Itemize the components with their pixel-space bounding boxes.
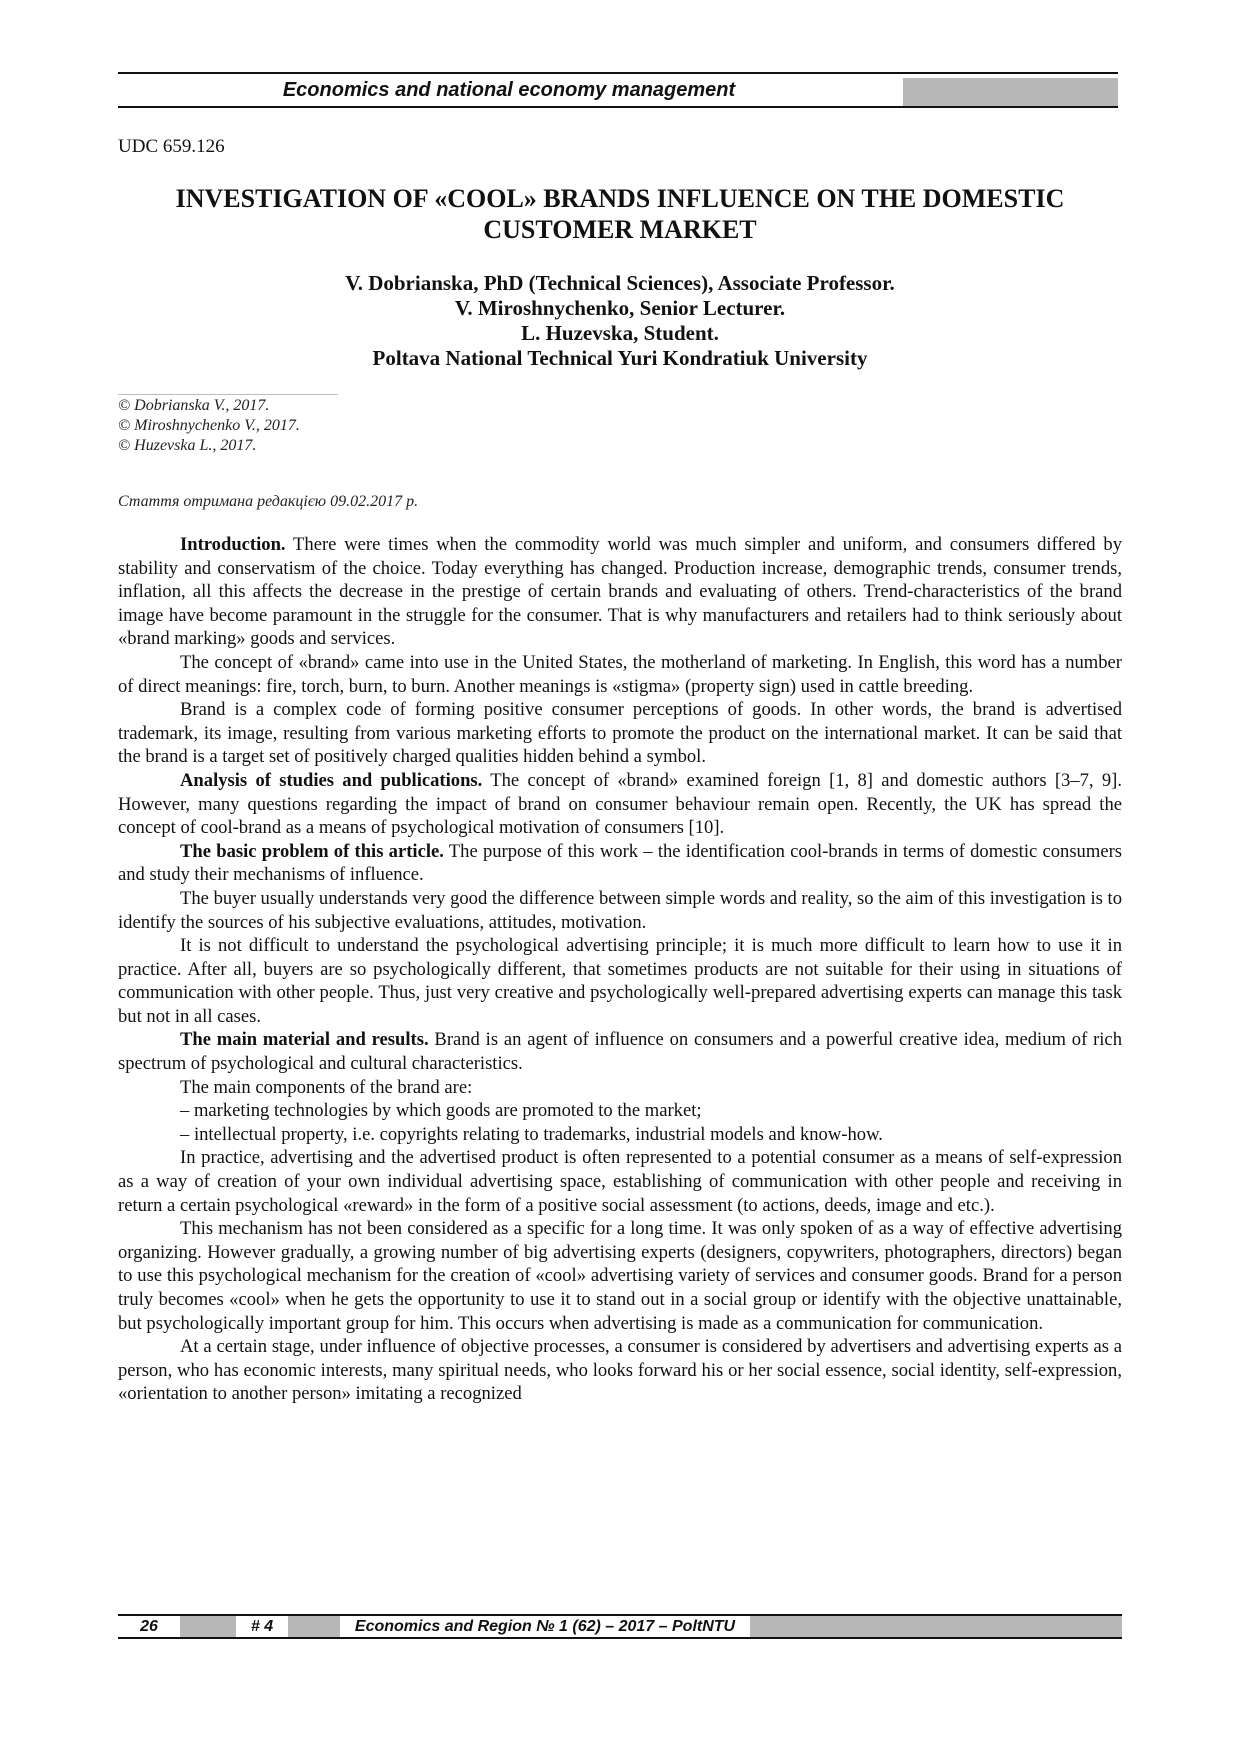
- paragraph-lead: Introduction.: [180, 534, 286, 555]
- paragraph: [118, 769, 1122, 840]
- journal-citation: Economics and Region № 1 (62) – 2017 – PoltNTU: [354, 1618, 736, 1635]
- paragraph-text: The purpose of this work – the identification cool-brands in terms of domestic consumers and study their mechanisms of influence.: [118, 840, 1123, 886]
- list-item-text: – intellectual property, i.e. copyrights relating to trademarks, industrial models and know-how.: [180, 1123, 883, 1145]
- copyright-line: © Miroshnychenko V., 2017.: [118, 417, 300, 434]
- running-header: [118, 72, 1118, 110]
- article-title: [118, 183, 1122, 245]
- paragraph: [118, 1217, 1122, 1335]
- page-number: 26: [140, 1618, 158, 1635]
- paragraph: [118, 1076, 1122, 1100]
- running-footer: [118, 1614, 1122, 1640]
- header-grey-bar: [903, 78, 1118, 106]
- footer-grey-block: [750, 1616, 1122, 1637]
- paragraph-text: The concept of «brand» came into use in the United States, the motherland of marketing. In English, this word has a number of direct meanings: fire, torch, burn, to burn. Another meanings is «stigma» (property sign) used in cattle breeding.: [118, 651, 1122, 697]
- copyright-line: © Huzevska L., 2017.: [118, 437, 257, 454]
- paragraph-text: Brand is an agent of influence on consumers and a powerful creative idea, medium of rich spectrum of psychological and cultural characteristics.: [118, 1029, 1122, 1075]
- copyright-block: [118, 396, 300, 456]
- article-title-line1: INVESTIGATION OF «COOL» BRANDS INFLUENCE ON THE DOMESTIC: [175, 184, 1065, 213]
- author-line: V. Dobrianska, PhD (Technical Sciences), Associate Professor.: [345, 271, 895, 295]
- paragraph-text: The main components of the brand are:: [180, 1076, 473, 1098]
- author-line: V. Miroshnychenko, Senior Lecturer.: [454, 296, 786, 320]
- paragraph-text: The buyer usually understands very good the difference between simple words and reality, so the aim of this investigation is to identify the sources of his subjective evaluations, attitudes, motivation.: [118, 887, 1122, 933]
- list-item: [118, 1123, 1122, 1147]
- article-title-line2: CUSTOMER MARKET: [483, 215, 757, 244]
- footer-grey-block: [180, 1616, 236, 1637]
- paragraph: [118, 533, 1122, 651]
- paragraph: [118, 1335, 1122, 1406]
- paragraph: [118, 934, 1122, 1028]
- header-rule-top: [118, 72, 1118, 74]
- author-line: L. Huzevska, Student.: [521, 321, 719, 345]
- paragraph-text: At a certain stage, under influence of objective processes, a consumer is considered by advertisers and advertising experts as a person, who has economic interests, many spiritual needs, who looks forward his or her social essence, social identity, self-expression, «orientation to another person» imitating a recognized: [118, 1336, 1122, 1405]
- paragraph-text: There were times when the commodity world was much simpler and uniform, and consumers differed by stability and conservatism of the choice. Today everything has changed. Production increase, demographic trends, consumer trends, inflation, all this affects the decrease in the prestige of certain brands and evaluating of others. Trend-characteristics of the brand image have become paramount in the struggle for the consumer. That is why manufacturers and retailers had to think seriously about «brand marking» goods and services.: [118, 534, 1122, 650]
- header-rule-bottom: [118, 106, 1118, 108]
- paragraph: [118, 698, 1122, 769]
- copyright-divider: [118, 394, 338, 395]
- paragraph-lead: The main material and results.: [180, 1029, 429, 1051]
- paragraph-text: This mechanism has not been considered as a specific for a long time. It was only spoken of as a way of effective advertising organizing. However gradually, a growing number of big advertising experts (designers, copywriters, photographers, directors) began to use this psychological mechanism for the creation of «cool» advertising variety of services and consumer goods. Brand for a person truly becomes «cool» when he gets the opportunity to use it to stand out in a social group or identify with the objective unattainable, but psychologically important group for him. This occurs when advertising is made as a communication for communication.: [118, 1218, 1122, 1334]
- article-body: [118, 533, 1122, 1406]
- paragraph-text: In practice, advertising and the advertised product is often represented to a potential consumer as a means of self-expression as a way of creation of your own individual advertising space, establishing of communication with other people and receiving in return a certain psychological «reward» in the form of a positive social assessment (to actions, deeds, image and etc.).: [118, 1147, 1122, 1216]
- paragraph: [118, 887, 1122, 934]
- paragraph-text: Brand is a complex code of forming positive consumer perceptions of goods. In other words, the brand is advertised trademark, its image, resulting from various marketing efforts to promote the product on the international market. It can be said that the brand is a target set of positively charged qualities hidden behind a symbol.: [118, 699, 1122, 768]
- list-item: [118, 1099, 1122, 1123]
- list-item-text: – marketing technologies by which goods are promoted to the market;: [180, 1100, 702, 1122]
- issue-number: # 4: [250, 1618, 274, 1635]
- paragraph-lead: The basic problem of this article.: [180, 840, 444, 862]
- udc-code: UDC 659.126: [118, 136, 225, 157]
- paragraph-lead: Analysis of studies and publications.: [180, 769, 483, 791]
- paragraph: [118, 651, 1122, 698]
- footer-rule-bottom: [118, 1637, 1122, 1639]
- paragraph-text: It is not difficult to understand the psychological advertising principle; it is much more difficult to learn how to use it in practice. After all, buyers are so psychologically different, that sometimes products are not suitable for their using in situations of communication with other people. Thus, just very creative and psychologically well-prepared advertising experts can manage this task but not in all cases.: [118, 935, 1122, 1027]
- paragraph: [118, 1146, 1122, 1217]
- header-section-title: Economics and national economy management: [282, 79, 736, 101]
- received-date-note: Стаття отримана редакцією 09.02.2017 р.: [118, 493, 419, 510]
- paragraph: [118, 840, 1122, 887]
- copyright-line: © Dobrianska V., 2017.: [118, 397, 270, 414]
- footer-grey-block: [288, 1616, 340, 1637]
- author-block: [118, 271, 1122, 371]
- affiliation: Poltava National Technical Yuri Kondratiuk University: [372, 346, 868, 370]
- paragraph: [118, 1028, 1122, 1075]
- paragraph-text: The concept of «brand» examined foreign [1, 8] and domestic authors [3–7, 9]. However, many questions regarding the impact of brand on consumer behaviour remain open. Recently, the UK has spread the concept of cool-brand as a means of psychological motivation of consumers [10].: [118, 769, 1122, 839]
